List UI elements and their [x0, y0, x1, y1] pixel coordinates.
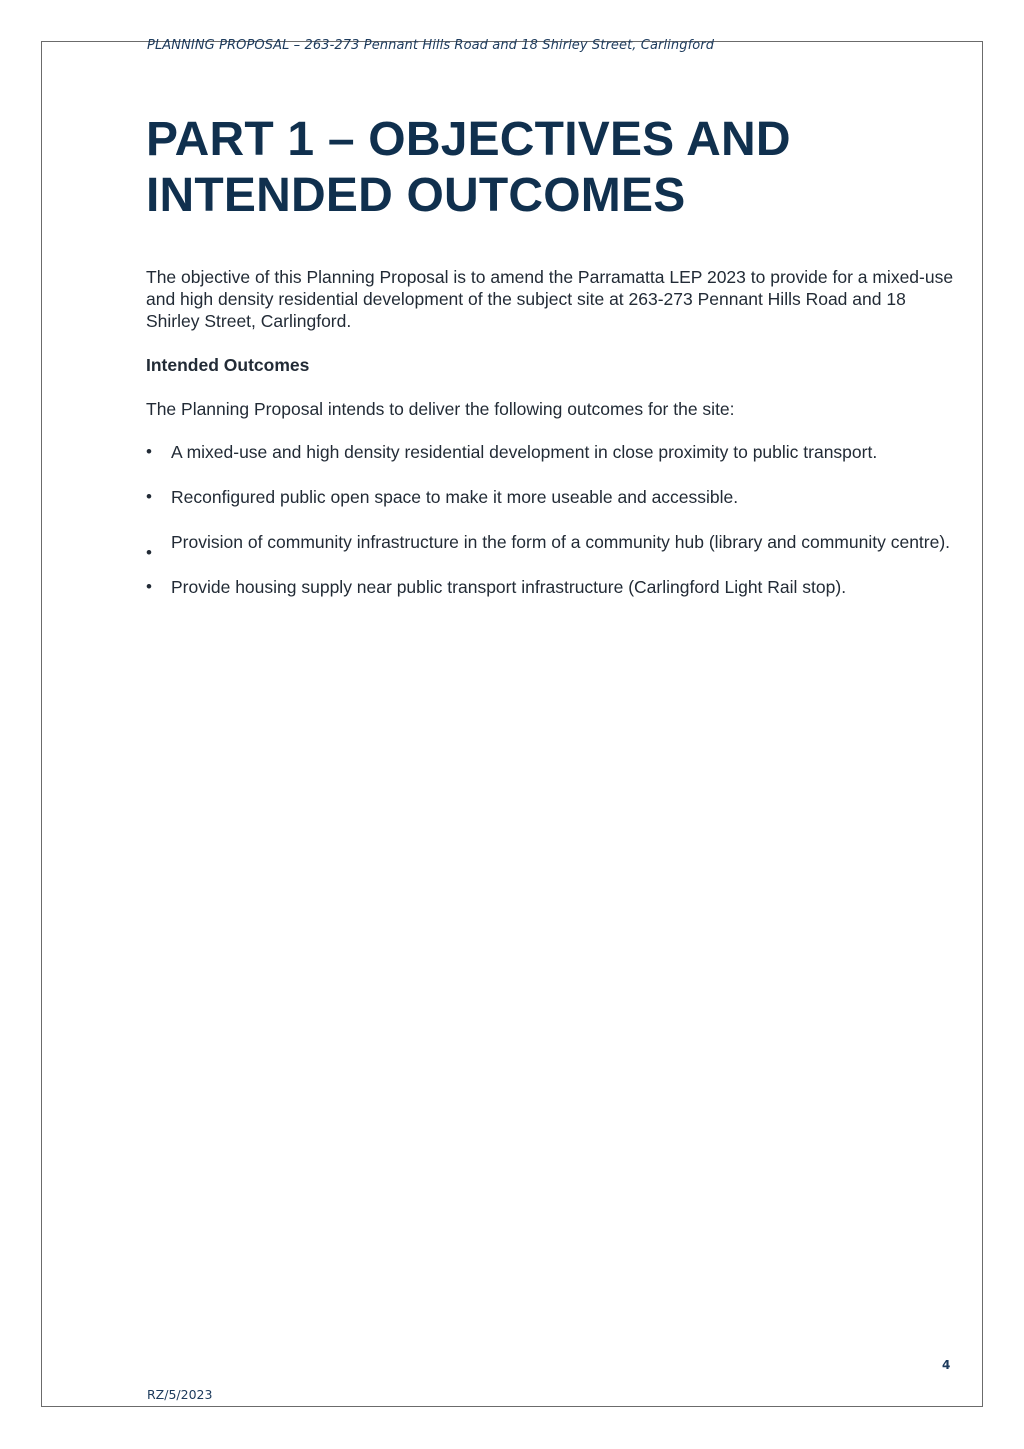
- list-item: [146, 520, 968, 564]
- list-item-text: Provide housing supply near public transport infrastructure (Carlingford Light Rail stop).: [171, 577, 847, 597]
- bullet-icon: •: [146, 577, 152, 596]
- list-item: [146, 486, 968, 508]
- running-header: PLANNING PROPOSAL – 263-273 Pennant Hills Road and 18 Shirley Street, Carlingford: [147, 38, 715, 53]
- page-number: 4: [942, 1358, 951, 1372]
- list-item-text: Provision of community infrastructure in the form of a community hub (library and community centre).: [171, 532, 951, 552]
- bullet-icon: •: [146, 487, 152, 506]
- lead-paragraph: The Planning Proposal intends to deliver the following outcomes for the site:: [146, 399, 735, 419]
- list-item: [146, 441, 968, 463]
- outcomes-list: [146, 441, 968, 621]
- bullet-icon: •: [146, 442, 152, 461]
- intro-paragraph: The objective of this Planning Proposal is to amend the Parramatta LEP 2023 to provide for a mixed-use and high density residential development of the subject site at 263-273 Pennant Hills Road and 18 Shirley Street, Carlingford.: [146, 267, 954, 331]
- reference-code: RZ/5/2023: [147, 1387, 213, 1402]
- list-item: [146, 576, 968, 598]
- page-title: PART 1 – OBJECTIVES AND INTENDED OUTCOMES: [146, 113, 791, 222]
- list-item-text: Reconfigured public open space to make it more useable and accessible.: [171, 487, 739, 507]
- list-item-text: A mixed-use and high density residential development in close proximity to public transport.: [171, 442, 878, 462]
- page-frame: [41, 41, 983, 1407]
- section-heading: Intended Outcomes: [146, 355, 310, 375]
- bullet-icon: •: [146, 543, 152, 562]
